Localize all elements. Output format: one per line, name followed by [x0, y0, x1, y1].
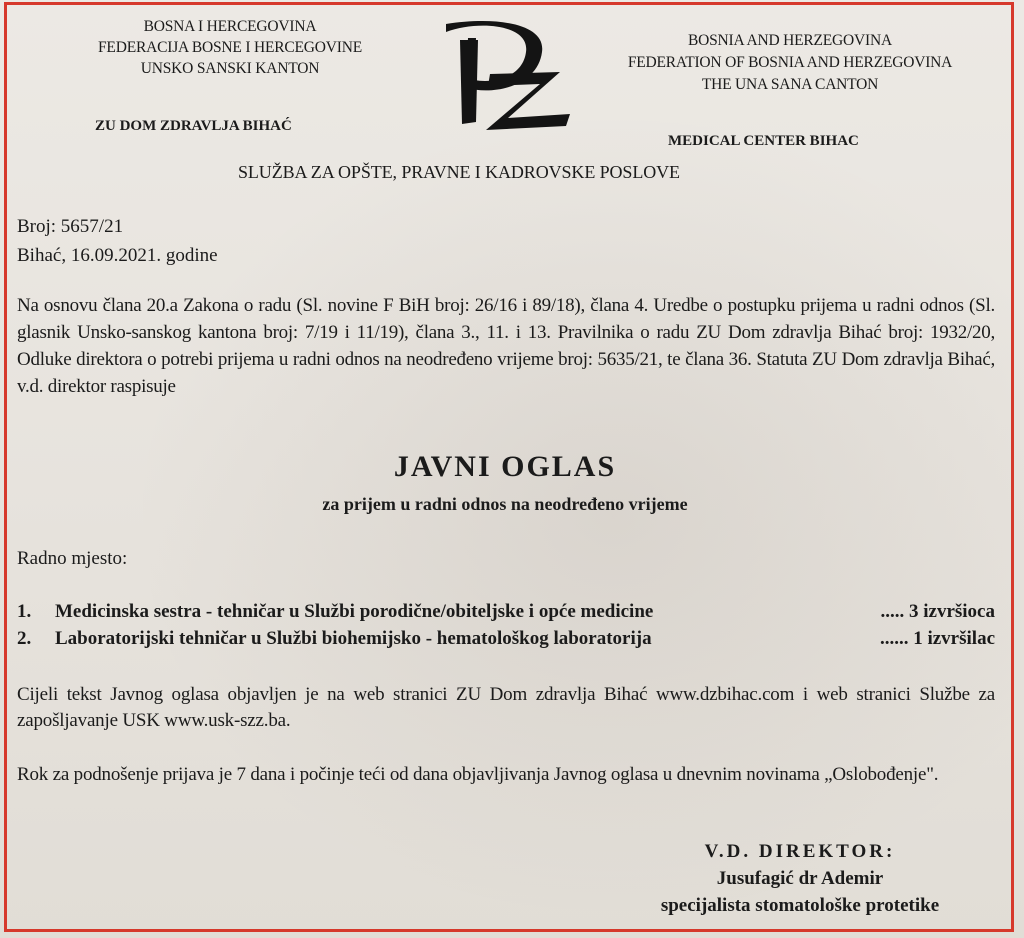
signature-title: specijalista stomatološke protetike: [660, 895, 940, 916]
institution-local: ZU DOM ZDRAVLJA BIHAĆ: [95, 118, 292, 134]
full-text-note: Cijeli tekst Javnog oglasa objavljen je na web stranici ZU Dom zdravlja Bihać www.dzbihac.com i web stranici Službe za zapošljavanje USK www.usk-szz.ba.: [17, 684, 995, 731]
place-date: Bihać, 16.09.2021. godine: [17, 245, 218, 266]
position-number: 2.: [17, 628, 32, 649]
header-left-line3: UNSKO SANSKI KANTON: [140, 60, 320, 77]
header-right-line1: BOSNIA AND HERZEGOVINA: [688, 32, 892, 49]
position-text: [17, 598, 653, 625]
intro-paragraph: Na osnovu člana 20.a Zakona o radu (Sl. novine F BiH broj: 26/16 i 89/18), člana 4. Uredbe o postupku prijema u radni odnos (Sl. glasnik Unsko-sanskog kantona broj: 7/19 i 11/19), člana 3., 11. i 13. Pravilnika o radu ZU Dom zdravlja Bihać broj: 1932/20, Odluke direktora o potrebi prijema u radni odnos na neodređeno vrijeme broj: 5635/21, te člana 36. Statuta ZU Dom zdravlja Bihać, v.d. direktor raspisuje: [17, 295, 995, 397]
position-count: ..... 3 izvršioca: [880, 601, 995, 622]
header-left-line1: BOSNA I HERCEGOVINA: [143, 18, 317, 35]
announcement-subtitle: za prijem u radni odnos na neodređeno vrijeme: [322, 494, 688, 514]
announcement-title: JAVNI OGLAS: [393, 450, 617, 483]
positions-label: Radno mjesto:: [17, 548, 128, 569]
signature-block: [600, 838, 1000, 919]
dz-logo-icon: [438, 18, 578, 138]
position-title: Laboratorijski tehničar u Službi biohemijsko - hematološkog laboratorija: [55, 628, 652, 649]
position-count: ...... 1 izvršilac: [879, 628, 995, 649]
document-number: Broj: 5657/21: [17, 216, 124, 237]
positions-list: [17, 598, 995, 652]
list-item: [17, 625, 995, 652]
header-right-line3: THE UNA SANA CANTON: [701, 76, 879, 93]
header-right: [570, 30, 1010, 96]
position-text: [17, 625, 652, 652]
position-number: 1.: [17, 601, 32, 622]
institution-english: MEDICAL CENTER BIHAC: [668, 133, 859, 149]
signature-name: Jusufagić dr Ademir: [716, 868, 884, 889]
service-name: SLUŽBA ZA OPŠTE, PRAVNE I KADROVSKE POSLOVE: [238, 162, 680, 182]
document-meta: [17, 212, 218, 270]
deadline-note: Rok za podnošenje prijava je 7 dana i počinje teći od dana objavljivanja Javnog oglasa u dnevnim novinama „Oslobođenje".: [17, 764, 939, 785]
signature-role: V.D. DIREKTOR:: [704, 841, 896, 862]
list-item: [17, 598, 995, 625]
position-title: Medicinska sestra - tehničar u Službi porodične/obiteljske i opće medicine: [55, 601, 654, 622]
header-right-line2: FEDERATION OF BOSNIA AND HERZEGOVINA: [627, 54, 953, 71]
header-left: [40, 16, 420, 79]
header-left-line2: FEDERACIJA BOSNE I HERCEGOVINE: [98, 39, 362, 56]
